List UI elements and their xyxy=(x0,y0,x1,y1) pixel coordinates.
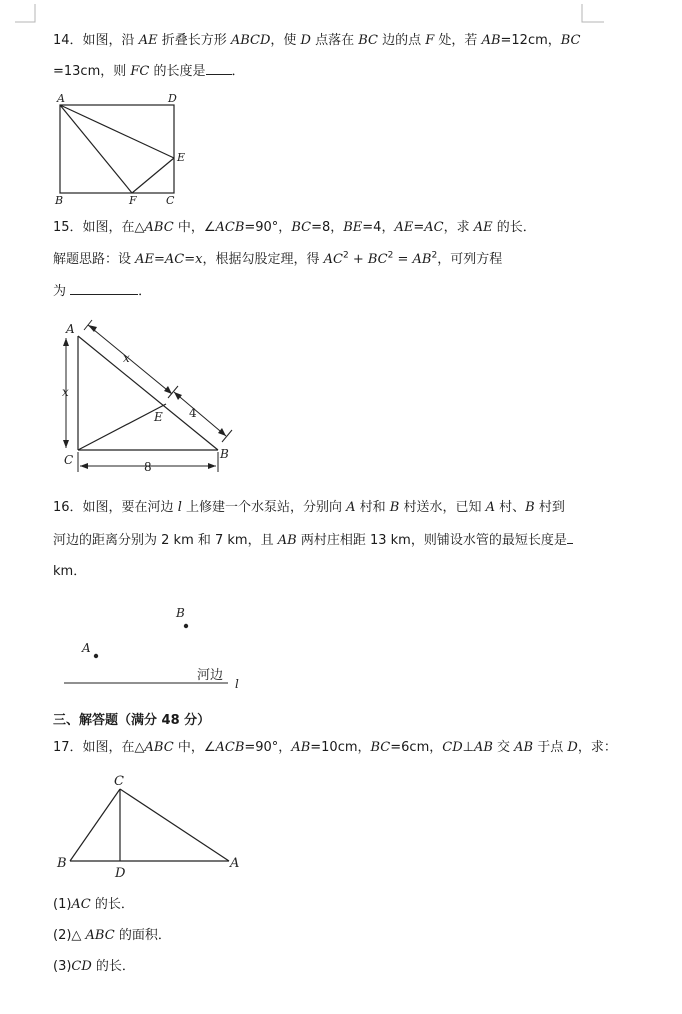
q15-label-x-side: x xyxy=(62,385,69,399)
q14-line2: =13cm，则 FC 的长度是 ． xyxy=(53,64,245,79)
q14-label-D: D xyxy=(168,92,177,105)
q15-label-8: 8 xyxy=(144,460,152,474)
q17-label-D: D xyxy=(115,866,126,881)
q15-label-C: C xyxy=(64,453,74,467)
q14-label-E: E xyxy=(177,151,186,164)
q17-label-C: C xyxy=(114,774,124,789)
q15-label-A: A xyxy=(66,322,75,336)
section-3-title: 三、解答题（满分 48 分） xyxy=(53,713,211,728)
q16-label-l: l xyxy=(235,677,239,691)
q14-line1: 14．如图，沿 AE 折叠长方形 ABCD，使 D 点落在 BC 边的点 F 处，若 AB=12cm，BC xyxy=(53,33,581,48)
q17-line1: 17．如图，在△ABC 中，∠ACB=90°，AB=10cm，BC=6cm，CD⊥AB 交 AB 于点 D，求： xyxy=(53,740,617,755)
q16-line2: 河边的距离分别为 2 km 和 7 km，且 AB 两村庄相距 13 km，则铺设水管的最短长度是 xyxy=(53,532,573,550)
q14-label-A: A xyxy=(57,92,65,105)
q15-label-x-hyp: x xyxy=(123,351,130,365)
q17-label-A: A xyxy=(230,856,240,871)
q16-line3: km． xyxy=(53,564,87,579)
q14-label-C: C xyxy=(166,194,175,207)
q16-label-river: 河边 xyxy=(197,668,224,683)
q17-part-3: (3)CD 的长． xyxy=(53,959,135,974)
q17-part-1: (1)AC 的长． xyxy=(53,897,134,912)
q15-hint: 解题思路：设 AE=AC=x，根据勾股定理，得 $AC^2 + BC^2 = AB^2$，可列方程 xyxy=(53,250,503,267)
q17-part-2: (2)△ ABC 的面积． xyxy=(53,928,171,943)
q16-label-B: B xyxy=(176,606,185,620)
q16-line1: 16．如图，要在河边 l 上修建一个水泵站，分别向 A 村和 B 村送水，已知 A 村、B 村到 xyxy=(53,500,565,515)
q15-line1: 15．如图，在△ABC 中，∠ACB=90°，BC=8，BE=4，AE=AC，求 AE 的长． xyxy=(53,220,536,235)
q15-label-4: 4 xyxy=(189,406,197,420)
q14-label-F: F xyxy=(129,194,137,207)
q15-line3: 为 ． xyxy=(53,284,152,299)
q17-label-B: B xyxy=(57,856,67,871)
q15-label-E: E xyxy=(154,410,163,424)
q15-label-B: B xyxy=(220,447,229,461)
q16-label-A: A xyxy=(82,641,91,655)
q14-label-B: B xyxy=(55,194,64,207)
